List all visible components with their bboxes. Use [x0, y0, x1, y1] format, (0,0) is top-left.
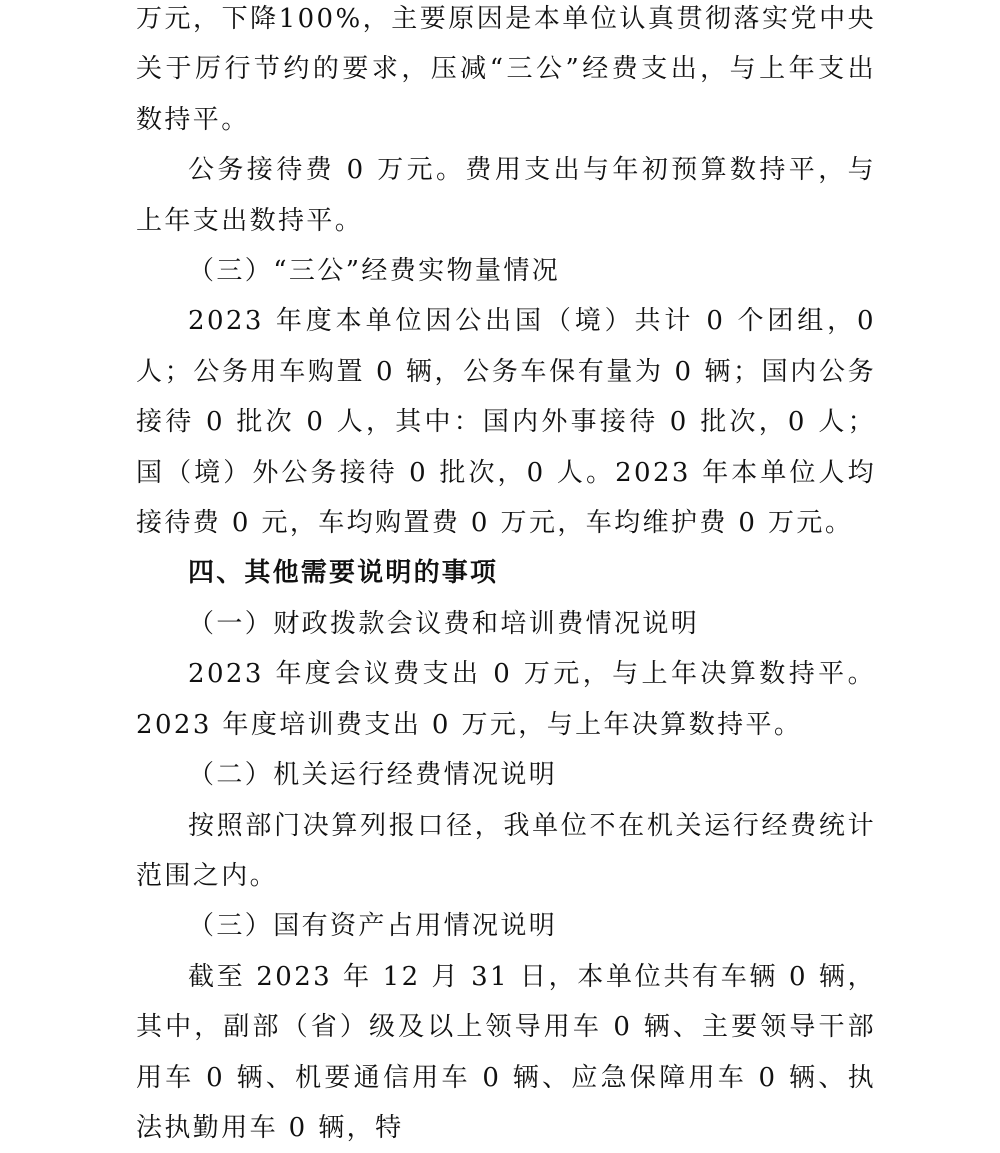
subheading-state-assets: （三）国有资产占用情况说明	[188, 911, 558, 942]
subheading-operating-funds: （二）机关运行经费情况说明	[188, 760, 558, 791]
document-body	[136, 0, 876, 1153]
subheading-physical-quantity: （三）“三公”经费实物量情况	[188, 256, 561, 287]
paragraph-state-assets: 截至 2023 年 12 月 31 日，本单位共有车辆 0 辆，其中，副部（省）级及以上领导用车 0 辆、主要领导干部用车 0 辆、机要通信用车 0 辆、应急保障用车 0 辆、执法执勤用车 0 辆，特	[136, 961, 876, 1143]
subheading-meeting-training: （一）财政拨款会议费和培训费情况说明	[188, 608, 700, 639]
paragraph-operating-funds: 按照部门决算列报口径，我单位不在机关运行经费统计范围之内。	[136, 810, 876, 891]
document-page	[136, 0, 876, 1143]
paragraph-meeting-training: 2023 年度会议费支出 0 万元，与上年决算数持平。2023 年度培训费支出 0 万元，与上年决算数持平。	[136, 659, 876, 740]
paragraph-physical-quantity: 2023 年度本单位因公出国（境）共计 0 个团组，0 人；公务用车购置 0 辆，公务车保有量为 0 辆；国内公务接待 0 批次 0 人，其中：国内外事接待 0 批次，0 人；国（境）外公务接待 0 批次，0 人。2023 年本单位人均接待费 0 元，车均购置费 0 万元，车均维护费 0 万元。	[136, 306, 876, 539]
paragraph-reception-fee: 公务接待费 0 万元。费用支出与年初预算数持平，与上年支出数持平。	[136, 155, 876, 236]
section-heading-other-matters: 四、其他需要说明的事项	[188, 558, 499, 589]
paragraph-budget-reduction: 万元，下降100%，主要原因是本单位认真贯彻落实党中央关于厉行节约的要求，压减“三公”经费支出，与上年支出数持平。	[136, 4, 876, 135]
